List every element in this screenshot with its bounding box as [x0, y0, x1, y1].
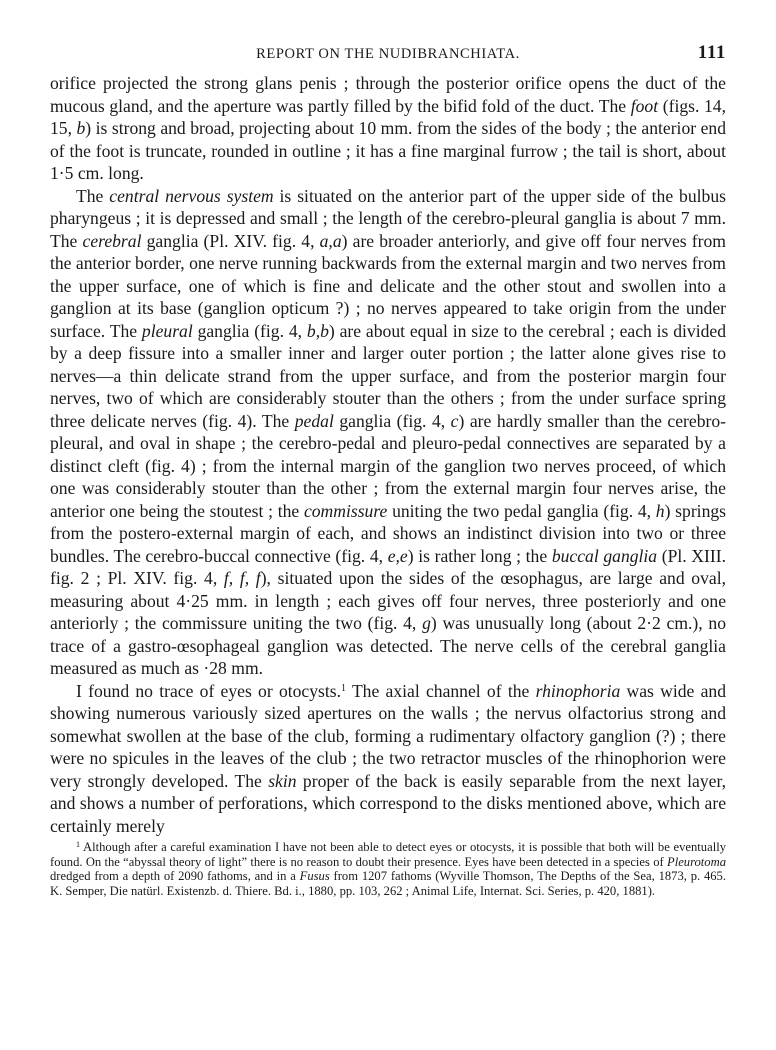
figure-letter: e,e [387, 545, 408, 566]
running-header [50, 42, 726, 72]
figure-letter: a,a [319, 230, 342, 251]
italic-term-skin: skin [268, 770, 297, 791]
body-text [50, 72, 726, 837]
italic-term-rhinophoria: rhinophoria [535, 680, 621, 701]
figure-letter: c [450, 410, 459, 431]
footnotes [50, 840, 726, 898]
paragraph-foot-description: orifice projected the strong glans penis ; through the posterior orifice opens the duct of the mucous gland, and the aperture was partly filled by the bifid fold of the duct. The foot (figs. 14, 15, b) is strong and broad, projecting about 10 mm. from the sides of the body ; the anterior end of the foot is truncate, rounded in outline ; it has a fine marginal furrow ; the tail is short, about 1·5 cm. long. [50, 73, 726, 183]
figure-letter: b [76, 118, 86, 138]
page [50, 42, 726, 898]
italic-term-central-nervous-system: central nervous system [109, 185, 274, 206]
page-number: 111 [697, 42, 726, 63]
italic-term-foot: foot [630, 95, 659, 116]
italic-genus-pleurotoma: Pleurotoma [667, 854, 726, 869]
paragraph-nervous-system: The central nervous system is situated on the anterior part of the upper side of the bulbus pharyngeus ; it is depressed and small ; the length of the cerebro-pleural ganglia is about 7 mm. The cerebral ganglia (Pl. XIV. fig. 4, a,a) are broader anteriorly, and give off four nerves from the anterior border, one nerve running backwards from the external margin and two nerves from the upper surface, one of which is fine and delicate and the other stout and swollen into a ganglion at its base (ganglion opticum ?) ; no nerves appeared to take origin from the under surface. The pleural ganglia (fig. 4, b,b) are about equal in size to the cerebral ; each is divided by a deep fissure into a smaller inner and larger outer portion ; the latter alone gives rise to nerves—a thin delicate strand from the upper surface, and from the posterior margin four nerves, two of which are considerably stouter than the others ; from the under surface spring three delicate nerves (fig. 4). The pedal ganglia (fig. 4, c) are hardly smaller than the cerebro-pleural, and oval in shape ; the cerebro-pedal and pleuro-pedal connectives are separated by a distinct cleft (fig. 4) ; from the internal margin of the ganglion two nerves proceed, of which one was considerably stouter than the other ; from the external margin four nerves arise, the anterior one being the stoutest ; the commissure uniting the two pedal ganglia (fig. 4, h) springs from the postero-external margin of each, and shows an indistinct division into two or three bundles. The cerebro-buccal connective (fig. 4, e,e) is rather long ; the buccal ganglia (Pl. XIII. fig. 2 ; Pl. XIV. fig. 4, f, f, f), situated upon the sides of the œsophagus, are large and oval, measuring about 4·25 mm. in length ; each gives off four nerves, three posteriorly and one anteriorly ; the commissure uniting the two (fig. 4, g) was unusually long (about 2·2 cm.), no trace of a gastro-œsophageal ganglion was detected. The nerve cells of the cerebral ganglia measured as much as ·28 mm. [50, 185, 727, 678]
footnote-reference: 1 [341, 682, 347, 694]
italic-term-pedal: pedal [294, 410, 334, 431]
italic-term-cerebral: cerebral [82, 230, 142, 251]
italic-term-commissure: commissure [303, 500, 388, 521]
figure-letter: h [655, 500, 665, 521]
italic-genus-fusus: Fusus [299, 869, 330, 884]
paragraph-sense-organs: I found no trace of eyes or otocysts.$^1$ The axial channel of the rhinophoria was wide and showing numerous variously sized apertures on the walls ; the nervus olfactorius strong and somewhat swollen at the base of the club, forming a rudimentary olfactory ganglion (?) ; there were no spicules in the leaves of the club ; the two retractor muscles of the rhinophorion were very strongly developed. The skin proper of the back is easily separable from the next layer, and shows a number of perforations, which correspond to the disks mentioned above, which are certainly merely [50, 680, 726, 836]
figure-letter: b,b [306, 320, 329, 341]
footnote-marker: 1 [76, 840, 80, 849]
italic-term-buccal-ganglia: buccal ganglia [551, 545, 658, 566]
footnote-1: $^1$ Although after a careful examination I have not been able to detect eyes or otocysts, it is possible that both will be eventually found. On the “abyssal theory of light” there is no reason to doubt their presence. Eyes have been detected in a species of Pleurotoma dredged from a depth of 2090 fathoms, and in a Fusus from 1207 fathoms (Wyville Thomson, The Depths of the Sea, 1873, p. 465. K. Semper, Die natürl. Existenzb. d. Thiere. Bd. i., 1880, pp. 103, 262 ; Animal Life, Internat. Sci. Series, p. 420, 1881). [50, 840, 726, 898]
figure-letter: g [422, 613, 431, 633]
italic-term-pleural: pleural [141, 320, 193, 341]
figure-letter: f, f, f [223, 568, 261, 588]
running-title: REPORT ON THE NUDIBRANCHIATA. [256, 46, 520, 62]
